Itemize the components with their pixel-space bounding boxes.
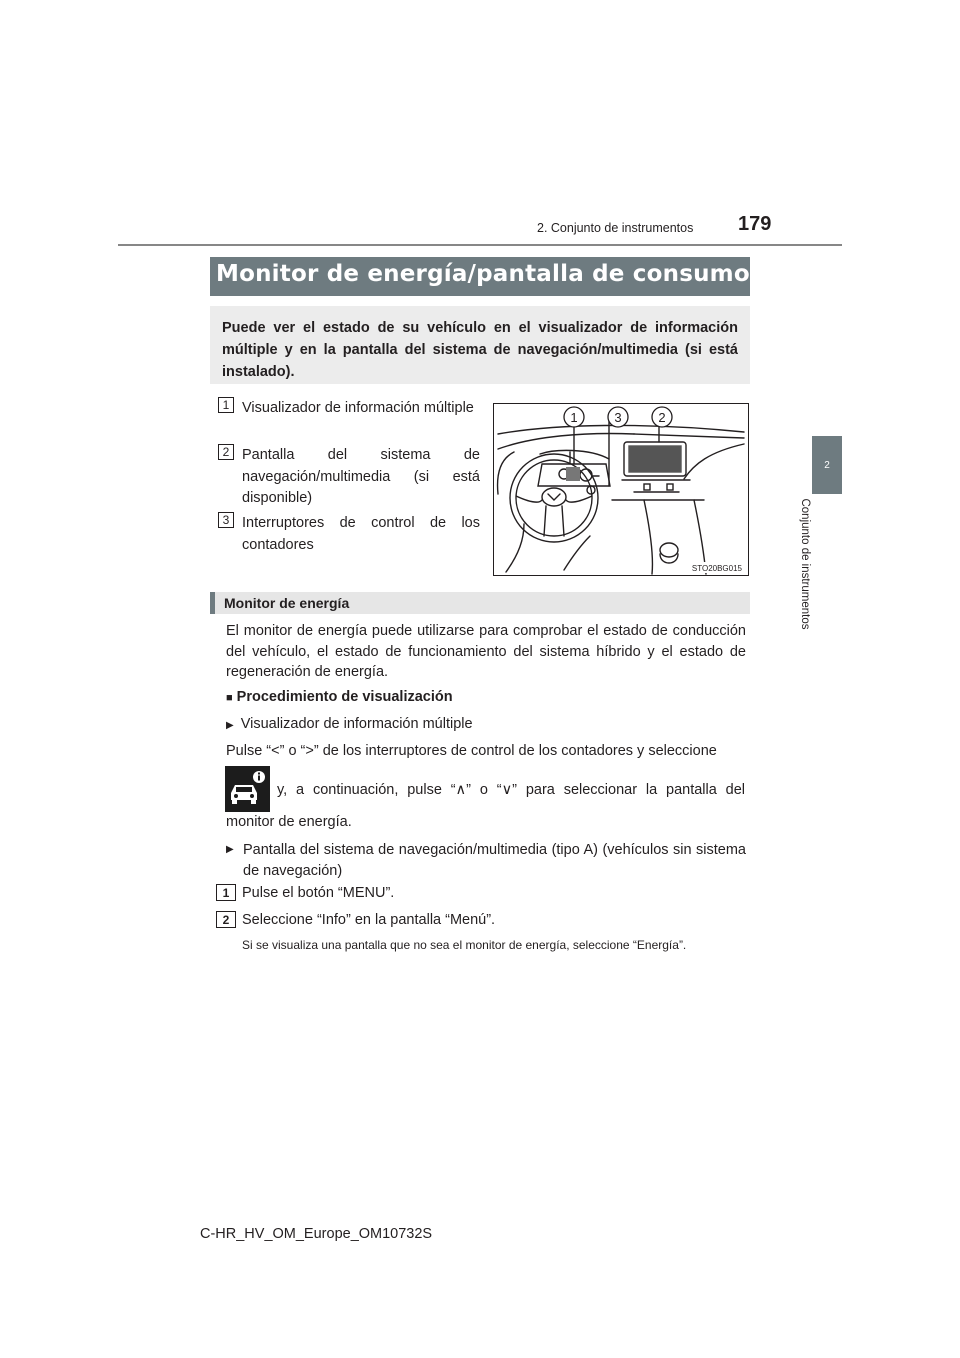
footer-code: C-HR_HV_OM_Europe_OM10732S <box>200 1226 433 1242</box>
figure-marker-2: 2 <box>658 410 666 425</box>
callout-number-3: 3 <box>218 512 234 528</box>
page-title-bar <box>210 257 750 296</box>
press-line-2: y, a continuación, pulse “∧” o “∨” para seleccionar la pantalla del <box>277 782 745 798</box>
chapter-header: 2. Conjunto de instrumentos <box>537 221 694 235</box>
step-text-2: Seleccione “Info” en la pantalla “Menú”. <box>242 912 496 928</box>
callout-text-3: Interruptores de control de los contadores <box>242 515 480 553</box>
note-text: Si se visualiza una pantalla que no sea el monitor de energía, seleccione “Energía”. <box>242 938 687 952</box>
intro-text: Puede ver el estado de su vehículo en el visualizador de información múltiple y en la pantalla del sistema de navegación/multimedia (si está instalado). <box>222 320 738 380</box>
section-title: Monitor de energía <box>224 595 350 611</box>
page-number: 179 <box>738 213 772 235</box>
section-paragraph: El monitor de energía puede utilizarse para comprobar el estado de conducción del vehículo, el estado de funcionamiento del sistema híbrido y el estado de regeneración de energía. <box>226 623 746 680</box>
square-bullet-icon: ■ <box>226 692 233 704</box>
figure-marker-3: 3 <box>614 410 622 425</box>
section-heading <box>210 592 750 614</box>
intro-box <box>210 306 750 384</box>
bullet-item-2 <box>226 840 746 881</box>
side-tab <box>812 436 842 494</box>
press-line-1: Pulse “<” o “>” de los interruptores de control de los contadores y seleccione <box>226 743 717 759</box>
dashboard-illustration <box>493 403 749 576</box>
callout-number-2: 2 <box>218 444 234 460</box>
side-label-text: Conjunto de instrumentos <box>799 498 811 630</box>
side-label <box>795 498 815 630</box>
press-line-3: monitor de energía. <box>226 814 352 830</box>
callout-text-2: Pantalla del sistema de navegación/multimedia (si está disponible) <box>242 447 480 506</box>
car-info-icon <box>225 766 270 812</box>
dashboard-drawing <box>494 404 748 575</box>
bullet-item-2-text: Pantalla del sistema de navegación/multimedia (tipo A) (vehículos sin sistema de navegación) <box>243 842 746 879</box>
header-rule <box>118 244 842 246</box>
step-number-1: 1 <box>216 884 236 901</box>
bullet-item-1-text: Visualizador de información múltiple <box>240 716 473 732</box>
triangle-bullet-icon: ▶ <box>226 844 234 855</box>
figure-code: STO20BG015 <box>691 564 742 573</box>
figure-marker-1: 1 <box>570 410 578 425</box>
step-text-1: Pulse el botón “MENU”. <box>242 885 395 901</box>
page-title: Monitor de energía/pantalla de consumo <box>216 261 750 287</box>
step-number-2: 2 <box>216 911 236 928</box>
procedure-heading <box>226 689 453 705</box>
callout-number-1: 1 <box>218 397 234 413</box>
procedure-heading-text: Procedimiento de visualización <box>236 689 453 705</box>
side-tab-number: 2 <box>824 459 830 471</box>
bullet-item-1 <box>226 716 473 732</box>
callout-text-1: Visualizador de información múltiple <box>242 400 474 416</box>
triangle-bullet-icon: ▶ <box>226 720 234 731</box>
